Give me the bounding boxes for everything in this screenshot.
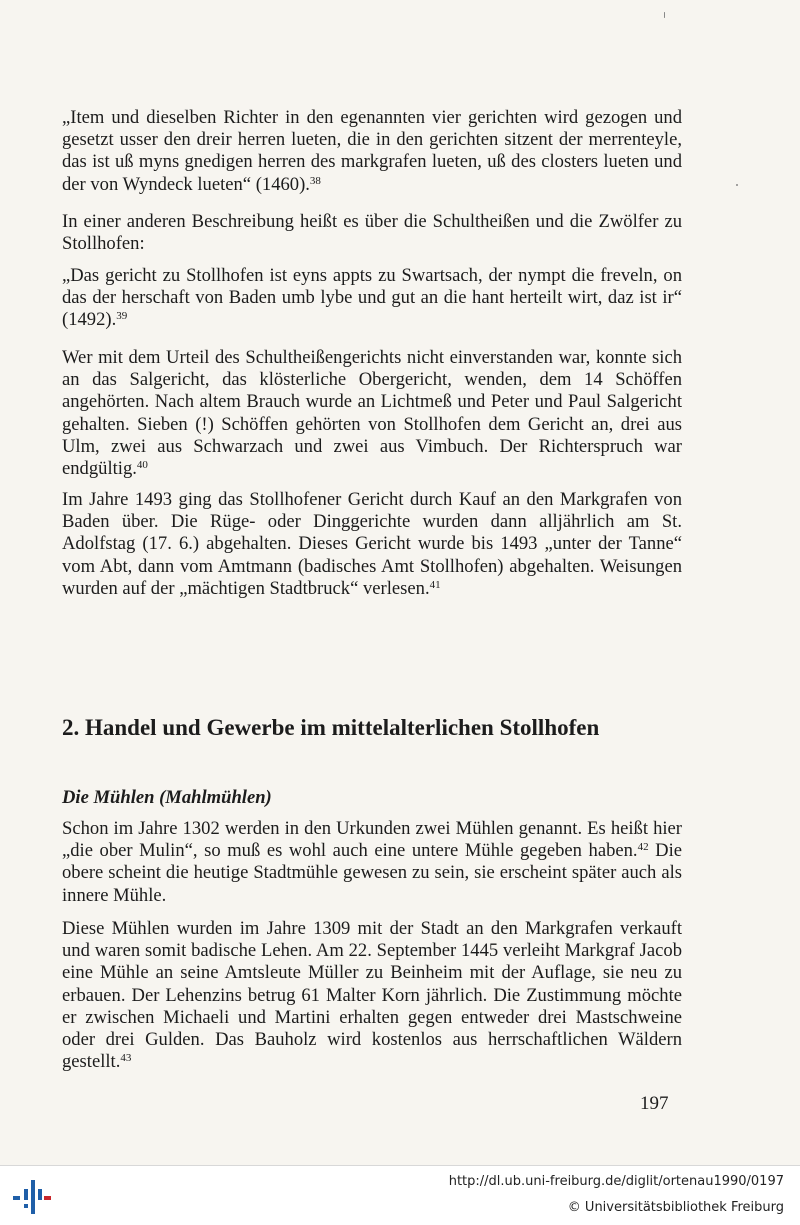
footnote-ref-38: 38: [309, 174, 321, 187]
paragraph-6-text: Schon im Jahre 1302 werden in den Urkunden zwei Mühlen genannt. Es heißt hier „die ober Mulin“, so muß es wohl auch eine untere Mühle gegeben haben.: [62, 818, 682, 862]
paragraph-7: [62, 918, 682, 1073]
paragraph-1-text: „Item und dieselben Richter in den egenannten vier gerichten wird gezogen und gesetzt usser den dreir herren lueten, die in den gerichten sitzent der merrenteyle, das ist uß myns gnedigen herren des markgrafen lueten, uß des closters lueten und der von Wyndeck lueten“ (1460).: [62, 107, 682, 195]
subheading: Die Mühlen (Mahlmühlen): [62, 787, 272, 808]
footnote-ref-40: 40: [136, 459, 148, 472]
page-number: 197: [640, 1093, 669, 1114]
footnote-ref-41: 41: [429, 578, 441, 591]
paragraph-5-text: Im Jahre 1493 ging das Stollhofener Gericht durch Kauf an den Markgrafen von Baden über. Die Rüge- oder Dinggerichte wurden dann alljährlich am St. Adolfstag (17. 6.) abgehalten. Dieses Gericht wurde bis 1493 „unter der Tanne“ vom Abt, dann vom Amtmann (badisches Amt Stollhofen) abgehalten. Weisungen wurden auf der „mächtigen Stadtbruck“ verlesen.: [62, 489, 682, 599]
paragraph-3-text: „Das gericht zu Stollhofen ist eyns appts zu Swartsach, der nympt die freveln, on das der herschaft von Baden umb lybe und gut an die hant herteilt wirt, daz ist ir“ (1492).: [62, 265, 682, 331]
section-heading-wrap: [62, 714, 682, 742]
paragraph-6-rest: Die obere scheint die heutige Stadtmühle gewesen zu sein, sie erscheint später auch als innere Mühle.: [62, 840, 682, 906]
source-url-link[interactable]: http://dl.ub.uni-freiburg.de/diglit/ortenau1990/0197: [448, 1174, 784, 1189]
paragraph-2-text: In einer anderen Beschreibung heißt es über die Schultheißen und die Zwölfer zu Stollhofen:: [62, 211, 682, 255]
scan-speck: [664, 12, 665, 18]
paragraph-4-text: Wer mit dem Urteil des Schultheißengerichts nicht einverstanden war, konnte sich an das Salgericht, das klösterliche Obergericht, wenden, dem 14 Schöffen angehörten. Nach altem Brauch wurde an Lichtmeß und Peter und Paul Salgericht gehalten. Sieben (!) Schöffen gehörten von Stollhofen dem Gericht an, drei aus Ulm, zwei aus Schwarzach und zwei aus Vimbuch. Der Richterspruch war endgültig.: [62, 347, 682, 480]
footnote-ref-42: 42: [637, 841, 649, 854]
paragraph-4: [62, 347, 682, 480]
ub-freiburg-logo-icon: [10, 1176, 54, 1218]
footer-bar: [0, 1165, 800, 1225]
footnote-ref-43: 43: [120, 1052, 132, 1065]
paragraph-1: [62, 107, 682, 196]
paragraph-6: [62, 818, 682, 907]
subheading-wrap: [62, 787, 682, 809]
paragraph-7-text: Diese Mühlen wurden im Jahre 1309 mit der Stadt an den Markgrafen verkauft und waren somit badische Lehen. Am 22. September 1445 verleiht Markgraf Jacob eine Mühle an seine Amtsleute Müller zu Beinheim mit der Auflage, sie neu zu erbauen. Der Lehenzins betrug 61 Malter Korn jährlich. Die Zustimmung möchte er zwischen Michaeli und Martini erhalten gegen entweder drei Mastschweine oder drei Gulden. Das Bauholz wird kostenlos aus herrschaftlichen Wäldern gestellt.: [62, 918, 682, 1073]
section-heading: 2. Handel und Gewerbe im mittelalterlichen Stollhofen: [62, 715, 600, 740]
paragraph-3: [62, 265, 682, 332]
footnote-ref-39: 39: [116, 310, 128, 323]
paragraph-5: [62, 489, 682, 600]
paragraph-2: [62, 211, 682, 255]
scan-speck: [736, 184, 738, 186]
copyright-text: © Universitätsbibliothek Freiburg: [567, 1200, 784, 1215]
